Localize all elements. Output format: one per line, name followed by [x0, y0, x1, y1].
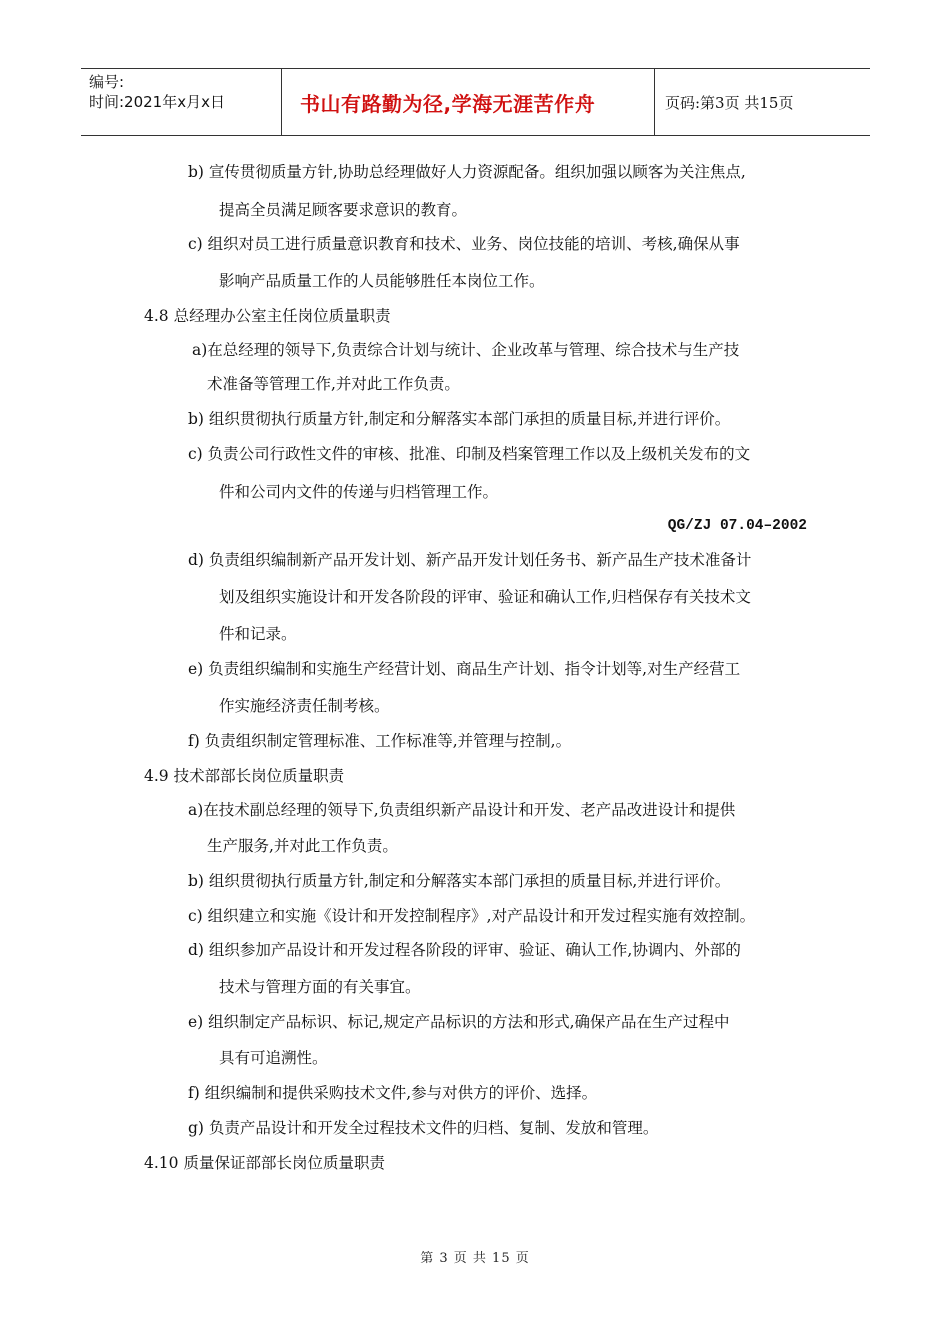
body-line: 影响产品质量工作的人员能够胜任本岗位工作。	[219, 272, 545, 290]
document-time-label: 时间:2021年x月x日	[89, 93, 225, 111]
body-line: 作实施经济责任制考核。	[219, 697, 390, 715]
header-page-info: 页码:第3页 共15页	[665, 93, 794, 112]
body-line: f) 组织编制和提供采购技术文件,参与对供方的评价、选择。	[188, 1084, 598, 1102]
body-line: b) 组织贯彻执行质量方针,制定和分解落实本部门承担的质量目标,并进行评价。	[188, 410, 731, 428]
section-heading: 4.10 质量保证部部长岗位质量职责	[144, 1154, 385, 1172]
section-heading: 4.8 总经理办公室主任岗位质量职责	[144, 307, 391, 325]
body-line: a)在总经理的领导下,负责综合计划与统计、企业改革与管理、综合技术与生产技	[192, 341, 740, 359]
section-heading: 4.9 技术部部长岗位质量职责	[144, 767, 345, 785]
body-line: e) 组织制定产品标识、标记,规定产品标识的方法和形式,确保产品在生产过程中	[188, 1013, 730, 1031]
body-line: 件和公司内文件的传递与归档管理工作。	[219, 483, 499, 501]
document-header	[81, 68, 870, 136]
body-line: c) 负责公司行政性文件的审核、批准、印制及档案管理工作以及上级机关发布的文	[188, 445, 751, 463]
body-line: b) 宣传贯彻质量方针,协助总经理做好人力资源配备。组织加强以顾客为关注焦点,	[188, 163, 746, 181]
body-line: g) 负责产品设计和开发全过程技术文件的归档、复制、发放和管理。	[188, 1119, 659, 1137]
body-line: 件和记录。	[219, 625, 297, 643]
header-motto: 书山有路勤为径,学海无涯苦作舟	[281, 69, 655, 135]
body-line: d) 负责组织编制新产品开发计划、新产品开发计划任务书、新产品生产技术准备计	[188, 551, 752, 569]
body-line: b) 组织贯彻执行质量方针,制定和分解落实本部门承担的质量目标,并进行评价。	[188, 872, 731, 890]
body-line: c) 组织对员工进行质量意识教育和技术、业务、岗位技能的培训、考核,确保从事	[188, 235, 740, 253]
body-line: 技术与管理方面的有关事宜。	[219, 978, 421, 996]
document-number-label: 编号:	[89, 73, 125, 91]
body-line: 划及组织实施设计和开发各阶段的评审、验证和确认工作,归档保存有关技术文	[219, 588, 751, 606]
document-code: QG/ZJ 07.04–2002	[667, 518, 807, 534]
body-line: 提高全员满足顾客要求意识的教育。	[219, 201, 468, 219]
body-line: f) 负责组织制定管理标准、工作标准等,并管理与控制,。	[188, 732, 572, 750]
body-line: a)在技术副总经理的领导下,负责组织新产品设计和开发、老产品改进设计和提供	[188, 801, 736, 819]
body-line: 术准备等管理工作,并对此工作负责。	[207, 375, 460, 393]
body-line: c) 组织建立和实施《设计和开发控制程序》,对产品设计和开发过程实施有效控制。	[188, 907, 756, 925]
body-line: 具有可追溯性。	[219, 1049, 328, 1067]
body-line: e) 负责组织编制和实施生产经营计划、商品生产计划、指令计划等,对生产经营工	[188, 660, 741, 678]
body-line: 生产服务,并对此工作负责。	[207, 837, 398, 855]
body-line: d) 组织参加产品设计和开发过程各阶段的评审、验证、确认工作,协调内、外部的	[188, 941, 741, 959]
page-footer: 第 3 页 共 15 页	[420, 1251, 530, 1266]
header-meta	[81, 69, 281, 135]
